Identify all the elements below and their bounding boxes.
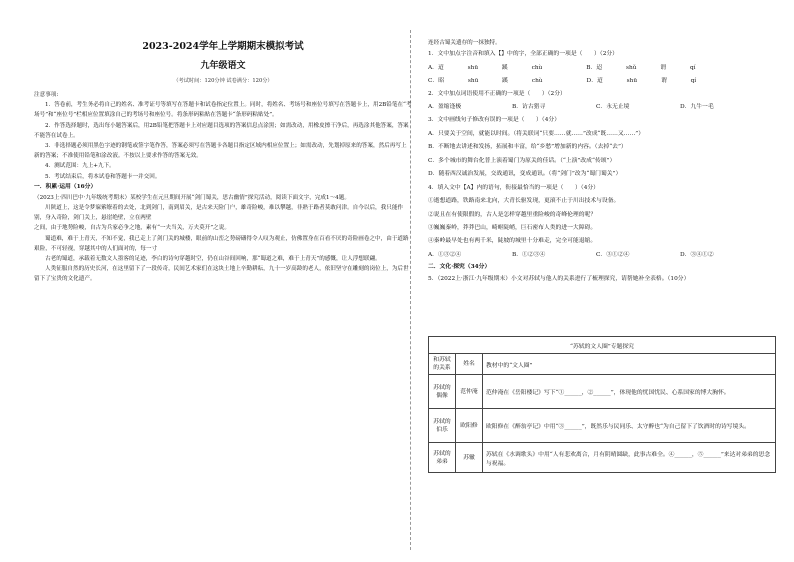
- notes-heading: 注意事项:: [34, 92, 59, 98]
- q2-option-d: D．九牛一毛: [680, 104, 714, 111]
- question-3: 3．文中画线句子修改有误的一项是（ ）（4分）: [428, 117, 561, 124]
- q2-option-a: A．盈缩逢极: [428, 104, 462, 111]
- row-desc[interactable]: 范仲淹在《岳阳楼记》写下“①______，②______”，体现他的忧国忧民、心系国家的博大胸怀。: [483, 375, 776, 409]
- question-1: 1．文中加点字注音和填入【】中的字，全部正确的一项是（ ）（2分）: [428, 51, 618, 58]
- left-column: [34, 38, 412, 285]
- row-desc[interactable]: 苏轼在《水调歌头》中用“人有悲欢离合，月有阴晴圆缺，此事古难全。④______，⑤______”来达对弟弟的思念与祝福。: [483, 443, 776, 473]
- question-2: 2．文中加点词语使用不正确的一项是（ ）（2分）: [428, 90, 566, 97]
- row-relation: 苏轼的偶像: [429, 375, 456, 409]
- table-header: “苏轼的文人圈”专题探究: [429, 337, 776, 354]
- q4-option-b: B．①②③④: [512, 251, 546, 258]
- q1-option-d: D．迢 shū 谓 qí: [586, 77, 697, 84]
- exam-subtitle: 九年级语文: [200, 61, 246, 71]
- right-column: [428, 38, 778, 286]
- col-name-header: 姓名: [456, 354, 483, 375]
- note-1: 1．答卷前，考生务必将自己的姓名、准考证号等填写在答题卡和试卷指定位置上。同时，将姓名、考场号和座位号填写在答题卡上，用2B铅笔在“考场号”和“座位号”栏相应位置填涂自己的考场号和座位号。将条形码粘贴在答题卡“条形码粘贴处”。: [34, 102, 412, 119]
- q2-option-c: C．永无止境: [596, 104, 630, 111]
- row-relation: 苏轼的伯乐: [429, 409, 456, 443]
- row-relation: 苏轼的弟弟: [429, 443, 456, 473]
- q4-option-a: A．①③②④: [428, 251, 462, 258]
- note-5: 5．考试结束后，将本试卷和答题卡一并交回。: [45, 173, 161, 180]
- passage-para-4: 人类征服自然的历史长河，在这里留下了一段传奇，民间艺术家们在这块土地上辛勤耕耘，九十一岁高龄的老人，依旧坚守在雕刻的岗位上，为后世留下了宝贵的文化遗产。: [34, 266, 409, 283]
- part1-heading: 一．积累·运用（16分）: [34, 183, 97, 190]
- col-desc-header: 教材中的“文人圈”: [483, 354, 776, 375]
- q4-sentence-1: ①逝想道路，铁路南来北向，大青长驱发现，更滚不止于川出技术与设备。: [428, 198, 620, 205]
- exam-title: 2023-2024学年上学期期末模拟考试: [142, 41, 304, 52]
- table-row: [429, 443, 776, 473]
- q2-options: [428, 101, 778, 114]
- q4-option-c: C．③①②④: [596, 251, 630, 258]
- q3-option-b: B．不断地去讲述和发扬，拓展和丰富，给“乡愁”增加新的内容。（去掉“去”）: [428, 144, 627, 151]
- part2-heading: 二．文化·探究（34分）: [428, 263, 491, 270]
- row-name: 范仲淹: [456, 375, 483, 409]
- q4-option-d: D．③④①②: [680, 251, 714, 258]
- row-desc[interactable]: 欧阳修在《醉翁亭记》中用“③______”，既然乐与民同乐、太守醉也“为自己留下了饮酒时的诗写境头。: [483, 409, 776, 443]
- q1-options-row-1: [428, 62, 778, 75]
- question-4: 4．填入文中【A】内的语句，衔接最恰当的一项是（ ）（4分）: [428, 184, 599, 191]
- passage-para-1b: 之间，由于地势险峻，自古为兵家必争之地，素有“一夫当关，万夫莫开”之说。: [34, 225, 230, 232]
- table-row: [429, 375, 776, 409]
- q1-option-a: A．迢 shū 蹊 chù: [428, 64, 543, 71]
- q4-options: [428, 249, 778, 262]
- note-2: 2．作答选择题时，选出每小题答案后，用2B铅笔把答题卡上对应题目选项的答案信息点涂黑；如需改动，用橡皮擦干净后，再选涂其他答案，答案不能答在试卷上。: [34, 122, 409, 139]
- q4-sentence-2: ②说且在有使限假的，古人是怎样穿越里重险峻的奇峰伦理的呢？: [428, 211, 597, 218]
- question-5: 5．（2022上·浙江·九年级期末）小文对苏轼与他人的关系进行了梳理探究，请帮她补全表格。（10分）: [428, 275, 690, 282]
- row-name: 欧阳修: [456, 409, 483, 443]
- q3-option-d: D．随着西汉诚治发展，交战通讯，变成通讯。（将“剑门”改为“蜀门蜀关”）: [428, 171, 622, 178]
- q4-sentence-4: ④秦岭最早处也有两千米，陡坡的城里十分难走，完全可能退缩。: [428, 238, 597, 245]
- passage-para-1a: 川陕道上，这是令梦寐萦缭着的去处，北到剑门，南到眉关，是古来天险门户，雄奇险峻，难以攀越，非熟于路者莫敢问津。自今以后，我只能作别，身入奇险，剑门关上，悬崖绝壁，立在两壁: [34, 205, 404, 222]
- q4-sentence-3: ③巍巍秦岭，莽莽巴山，崎岖陡峭，巨石密布人类的进一大障碍。: [428, 225, 597, 232]
- passage-para-3: 古老的蜀道，承载着无数文人墨客的足迹，李白的诗句穿越时空，仍在山谷间回响，那“蜀道之难，难于上青天”的感慨，让人浮想联翩。: [45, 256, 381, 263]
- q1-option-c: C．昭 shū 蹊 chù: [428, 77, 543, 84]
- row-name: 苏辙: [456, 443, 483, 473]
- note-4: 4．测试范围：九上+九下。: [45, 163, 115, 170]
- su-shi-table: [428, 336, 776, 473]
- table-row: [429, 409, 776, 443]
- q1-option-b: B．迢 shǔ 谓 qí: [586, 64, 696, 71]
- col-relation-header: 和苏轼的关系: [429, 354, 456, 375]
- note-3: 3．非选择题必须用黑色字迹的钢笔或签字笔作答，答案必须写在答题卡各题目指定区域内相应位置上；如需改动，先划掉原来的答案，然后再写上新的答案；不准使用铅笔和涂改液。不按以上要求作答的答案无效。: [34, 143, 407, 160]
- passage-continued: 连经古蜀关遗存的一抹独特。: [428, 40, 501, 46]
- q2-option-b: B．访古猎寻: [512, 104, 546, 111]
- passage-para-2: 蜀道难，难于上青天，不知不觉，我已走上了剑门关的城楼，眼前的山峦之势磅礴得令人叹为观止，仿佛置身在百看不厌的奇险画卷之中，由于道路艰险，不可轻视，穿越其中的人们面对的，每一寸: [34, 235, 409, 252]
- exam-meta: （考试时间：120分钟 试卷满分：120分）: [173, 78, 273, 84]
- q1-options-row-2: [428, 75, 778, 88]
- q3-option-a: A．只要关于空间，就能以时间。（将关联词“只要……就……”改成“既……又……”）: [428, 130, 645, 137]
- q3-option-c: C．多个城市的舞台化普上演着蜀门为原关的佳话。（“上演”改成“传颂”）: [428, 157, 616, 164]
- part1-intro: （2023上·四川巴中·九年级统考期末）某校学生在元旦期间开展“剑门蜀关，思古幽情”探究活动，阅读下面文字，完成1～4题。: [34, 194, 350, 201]
